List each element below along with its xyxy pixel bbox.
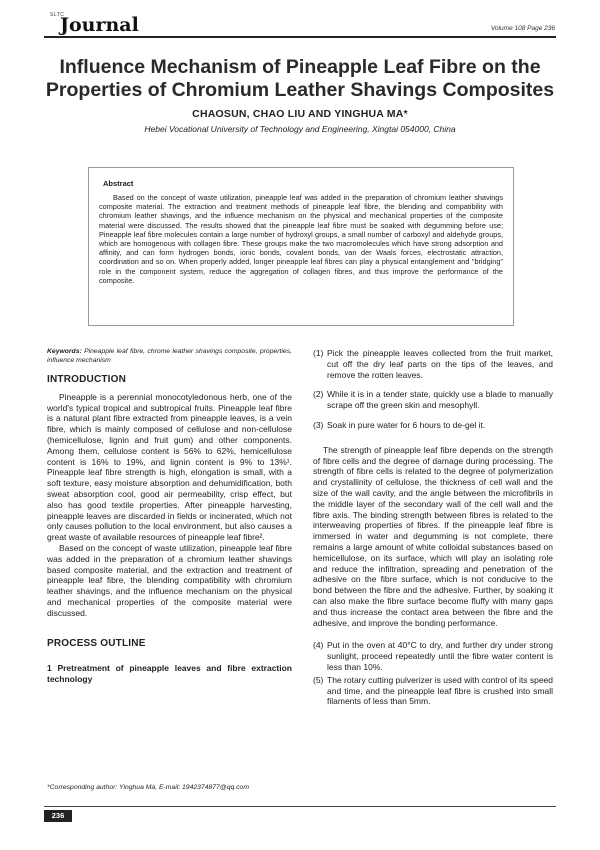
page-number: 236 (44, 810, 72, 822)
step-1 (313, 348, 553, 380)
step-3-number: (3) (313, 419, 324, 430)
step-4 (313, 640, 553, 672)
step-1-text: Pick the pineapple leaves collected from the fruit market, cut off the dry leaf parts on the tips of the leaves, and remove the rotten leaves. (327, 348, 553, 380)
abstract-heading: Abstract (103, 179, 134, 188)
pretreatment-subheading: 1 Pretreatment of pineapple leaves and fibre extraction technology (47, 663, 292, 684)
step-1-number: (1) (313, 348, 324, 358)
right-column (313, 348, 553, 709)
keywords-label: Keywords: (47, 348, 82, 355)
step-2-text: While it is in a tender state, quickly use a blade to manually scrape off the green skin and mesophyll. (327, 389, 553, 411)
left-column (47, 348, 292, 692)
keywords (47, 348, 292, 365)
article-authors: CHAOSUN, CHAO LIU AND YINGHUA MA* (192, 108, 408, 120)
article-title: Influence Mechanism of Pineapple Leaf Fibre on the Properties of Chromium Leather Shavings Composites (45, 56, 555, 101)
volume-page-info: Volume 108 Page 236 (490, 25, 555, 32)
process-outline-heading: PROCESS OUTLINE (47, 637, 146, 649)
article-affiliation: Hebei Vocational University of Technology and Engineering, Xingtai 054000, China (144, 124, 456, 134)
step-5-number: (5) (313, 674, 324, 685)
step-5-text: The rotary cutting pulverizer is used with control of its speed and time, and the pineapple leaf fibre is crushed into small filaments of less than 5mm. (327, 674, 553, 707)
abstract-text: Based on the concept of waste utilization, pineapple leaf was added in the preparation of chromium leather shavings composite material. The extraction and treatment methods of pineapple leaf fibre, the blending and compatibility with chromium leather shavings, and the influence mechanism on the physical and mechanical properties of the composite material were discussed. The results showed that the pineapple leaf fibre must be soaked with degumming before use; Pineapple leaf fibre molecules contain a large number of hydroxyl groups, a small number of carboxyl and aldehyde groups, which are homogenous with collagen fibre. These groups make the two macromolecules which have strong adsorption and affinity, and can form hydrogen bonds, ionic bonds, covalent bonds, van der Waals forces, electrostatic attraction, coordination and so on. When properly added, longer pineapple leaf fibres can play a physical entanglement and "bridging" role in the component system, reduce the aggregation of collagen fibres, and thus improve the performance of the composite. (99, 193, 503, 285)
step-2 (313, 389, 553, 411)
keywords-text: Pineapple leaf fibre, chrome leather shavings composite, properties, influence mechanism (47, 348, 292, 364)
step-2-number: (2) (313, 389, 324, 400)
abstract-box (88, 167, 514, 326)
step-5 (313, 675, 553, 707)
step-3 (313, 420, 553, 431)
step-4-text: Put in the oven at 40°C to dry, and further dry under strong sunlight, proceed repeatedly until the fibre water content is less than 10%. (327, 640, 553, 672)
step-4-number: (4) (313, 640, 324, 651)
introduction-heading: INTRODUCTION (47, 374, 127, 385)
step-3-text: Soak in pure water for 6 hours to de-gel it. (327, 419, 486, 430)
journal-logo: Journal (60, 14, 139, 36)
footer-divider (44, 806, 556, 807)
introduction-paragraph-2: Based on the concept of waste utilization, pineapple leaf fibre was added in the preparation of a chromium leather shavings based composite material, and the extraction and treatment of pineapple leaf fibre, the blending compatibility with chromium leather shavings, and the influence mechanism on the physical and mechanical properties of the composite material were discussed. (47, 542, 292, 618)
corresponding-author-footnote: *Corresponding author: Yinghua Ma, E-mail: 1942374877@qq.com (47, 784, 249, 791)
introduction-paragraph-1: Pineapple is a perennial monocotyledonous herb, one of the world's typical tropical and subtropical fruits. Pineapple leaf fibre is a natural plant fibre extracted from pineapple leaves, is a vein fibre, which is mainly composed of cellulose and non-cellulose (hemicellulose, lignin and fruit gum) and other components. Among them, cellulose content is 56% to 62%, hemicellulose content is 16% to 19%, and lignin content is 9% to 13%¹. Pineapple leaf fibre strength is high, elongation is small, with a soft texture, easy moisture absorption and dehumidification, both sweat absorption cool, good air permeability, crisp effect, but also has good textile properties. After pineapple harvesting, pineapple leaves are discarded in fields or incinerated, which not only causes pollution to the local environment, but also causes a great waste of available resources of pineapple leaf fibre². (47, 391, 292, 543)
header-divider (44, 36, 556, 38)
fibre-strength-paragraph: The strength of pineapple leaf fibre depends on the strength of fibre cells and the degree of damage during processing. The strength of fibre cells is related to the degree of polymerization and crystallinity of cellulose, the thickness of cell wall and the size of the wall cavity, and the angle between the microfibrils in the middle layer of the secondary wall of the cell wall and the fibre axis. The binding strength between fibres is related to the interweaving properties of fibres. If the pineapple leaf fibre is immersed in water and degumming is not complete, there remains a large amount of white colloidal substances based on hemicellulose, on its surface, which will play an isolating role and reduce the infiltration, spreading and penetration of the adhesive on the fibre surface, which is not conducive to the bond between the fibre and the adhesive. Further, by soaking it can also make the fibre surface become fluffy with many gaps and thus increase the contact area between the fibre and the adhesive, and improve the bonding performance. (313, 444, 553, 628)
journal-header (0, 0, 600, 40)
journal-logo-subtext: SLTC (50, 12, 65, 18)
